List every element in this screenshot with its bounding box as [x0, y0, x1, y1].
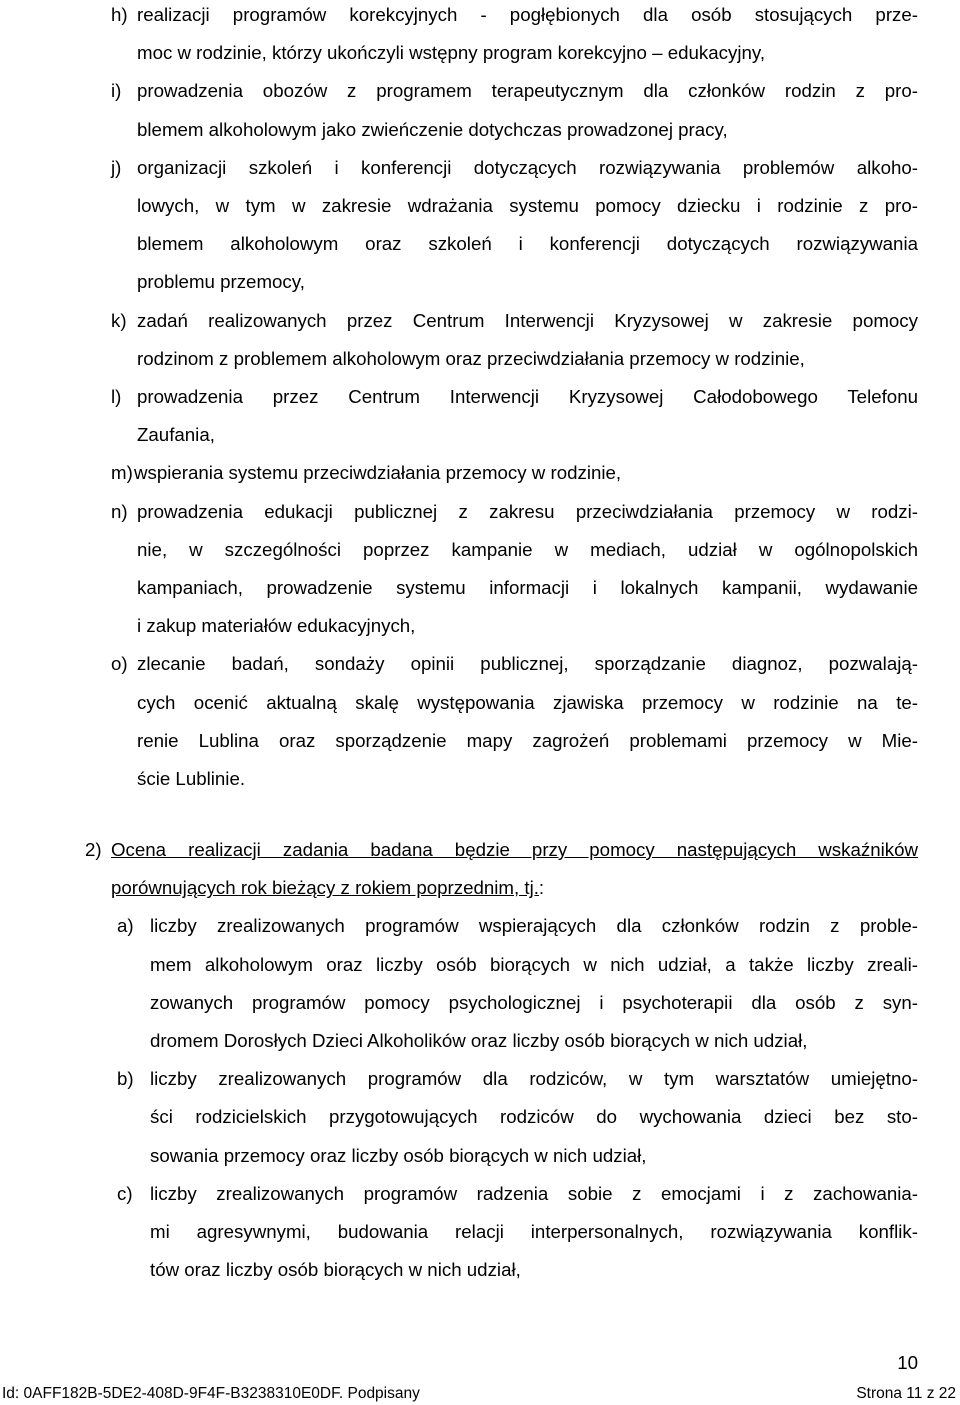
list-item-label: k)	[111, 309, 127, 331]
list-item-line: renie Lublina oraz sporządzenie mapy zagrożeń problemami przemocy w Mie-	[137, 729, 918, 751]
list-item-line: mem alkoholowym oraz liczby osób biorących w nich udział, a także liczby zreali-	[150, 953, 918, 975]
section-heading-colon: :	[538, 877, 545, 899]
list-item-label: b)	[117, 1068, 134, 1090]
section-number: 2)	[85, 839, 102, 860]
section-heading-line	[111, 876, 544, 900]
list-item-label: l)	[111, 386, 122, 407]
list-item-label: c)	[117, 1182, 133, 1204]
list-item-line: prowadzenia edukacji publicznej z zakresu przeciwdziałania przemocy w rodzi-	[137, 500, 918, 522]
footer-page-count: Strona 11 z 22	[856, 1385, 956, 1402]
list-item-label: o)	[111, 653, 128, 675]
list-item-line: liczby zrealizowanych programów dla rodziców, w tym warsztatów umiejętno-	[150, 1068, 918, 1090]
list-item-label: m)	[111, 462, 133, 484]
list-item-line: moc w rodzinie, którzy ukończyli wstępny program korekcyjno – edukacyjny,	[137, 42, 766, 64]
list-item-label: n)	[111, 500, 128, 522]
list-item-line: zadań realizowanych przez Centrum Interwencji Kryzysowej w zakresie pomocy	[137, 309, 918, 331]
list-item-line: realizacji programów korekcyjnych - pogłębionych dla osób stosujących prze-	[137, 4, 918, 25]
footer-id: Id: 0AFF182B-5DE2-408D-9F4F-B3238310E0DF. Podpisany	[2, 1385, 420, 1402]
list-item-label: j)	[111, 156, 122, 178]
list-item-line: prowadzenia przez Centrum Interwencji Kryzysowej Całodobowego Telefonu	[137, 386, 918, 407]
list-item-line: i zakup materiałów edukacyjnych,	[137, 615, 416, 637]
list-item-line: dromem Dorosłych Dzieci Alkoholików oraz liczby osób biorących w nich udział,	[150, 1030, 808, 1051]
list-item-line: blemem alkoholowym oraz szkoleń i konferencji dotyczących rozwiązywania	[137, 233, 918, 255]
list-item-line: wspierania systemu przeciwdziałania przemocy w rodzinie,	[134, 462, 622, 484]
list-item-line: blemem alkoholowym jako zwieńczenie dotychczas prowadzonej pracy,	[137, 118, 728, 140]
section-heading-line: Ocena realizacji zadania badana będzie przy pomocy następujących wskaźników	[111, 839, 918, 860]
list-item-line: liczby zrealizowanych programów radzenia sobie z emocjami i z zachowania-	[150, 1182, 918, 1204]
list-item-line: kampaniach, prowadzenie systemu informacji i lokalnych kampanii, wydawanie	[137, 577, 918, 598]
list-item-label: a)	[117, 915, 134, 937]
list-item-line: zlecanie badań, sondaży opinii publicznej, sporządzanie diagnoz, pozwalają-	[137, 653, 918, 675]
list-item-label: i)	[111, 80, 122, 102]
list-item-line: lowych, w tym w zakresie wdrażania systemu pomocy dziecku i rodzinie z pro-	[137, 195, 918, 216]
list-item-line: sowania przemocy oraz liczby osób biorących w nich udział,	[150, 1144, 647, 1166]
list-item-line: ście Lublinie.	[137, 768, 246, 789]
page-number: 10	[897, 1352, 918, 1373]
list-item-line: organizacji szkoleń i konferencji dotyczących rozwiązywania problemów alkoho-	[137, 156, 918, 178]
list-item-line: cych ocenić aktualną skalę występowania zjawiska przemocy w rodzinie na te-	[137, 691, 918, 713]
list-item-line: tów oraz liczby osób biorących w nich udział,	[150, 1259, 521, 1281]
list-item-line: mi agresywnymi, budowania relacji interpersonalnych, rozwiązywania konflik-	[150, 1221, 918, 1242]
list-item-line: prowadzenia obozów z programem terapeutycznym dla członków rodzin z pro-	[137, 80, 918, 102]
list-item-line: ści rodzicielskich przygotowujących rodziców do wychowania dzieci bez sto-	[150, 1106, 918, 1128]
list-item-line: rodzinom z problemem alkoholowym oraz przeciwdziałania przemocy w rodzinie,	[137, 347, 805, 369]
list-item-label: h)	[111, 4, 128, 25]
list-item-line: liczby zrealizowanych programów wspierających dla członków rodzin z proble-	[150, 915, 918, 937]
list-item-line: nie, w szczególności poprzez kampanie w mediach, udział w ogólnopolskich	[137, 538, 918, 560]
list-item-line: problemu przemocy,	[137, 271, 305, 293]
section-heading-text: porównujących rok bieżący z rokiem poprzednim, tj.	[111, 877, 539, 899]
list-item-line: Zaufania,	[137, 424, 215, 446]
list-item-line: zowanych programów pomocy psychologicznej i psychoterapii dla osób z syn-	[150, 991, 918, 1013]
